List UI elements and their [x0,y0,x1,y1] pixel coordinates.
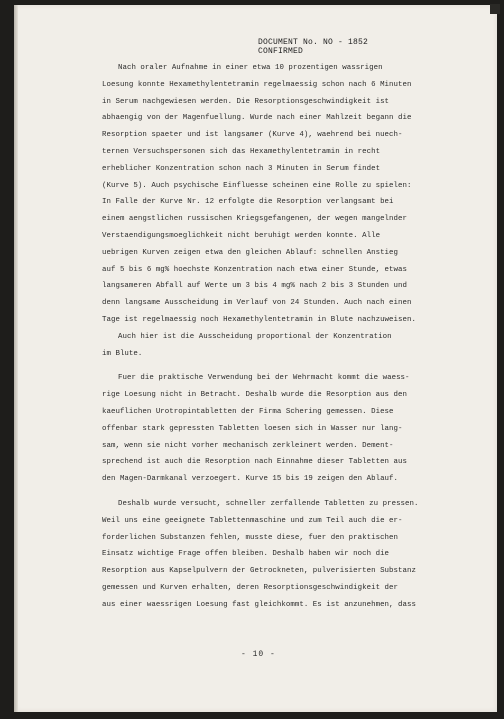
text-line: Verstaendigungsmoeglichkeit nicht beruhigt werden konnte. Alle [102,231,381,240]
text-line: ternen Versuchspersonen sich das Hexamethylentetramin in recht [102,147,381,156]
text-line: offenbar stark gepressten Tabletten loesen sich in Wasser nur lang- [102,424,403,433]
text-line: Resorption spaeter und ist langsamer (Kurve 4), waehrend bei nuech- [102,131,403,140]
text-line: denn langsame Ausscheidung im Verlauf von 24 Stunden. Auch nach einen [102,299,412,308]
text-line: abhaengig von der Magenfuellung. Wurde nach einer Mahlzeit begann die [102,114,412,123]
text-line: auf 5 bis 6 mg% hoechste Konzentration nach etwa einer Stunde, etwas [102,265,407,274]
text-line: gemessen und Kurven erhalten, deren Resorptionsgeschwindigkeit der [102,583,399,592]
paragraph-gap [102,488,482,496]
text-line: Nach oraler Aufnahme in einer etwa 10 prozentigen wassrigen [118,64,383,72]
page-number: - 10 - [241,650,276,659]
text-line: in Serum nachgewiesen werden. Die Resorptionsgeschwindigkeit ist [102,97,390,106]
text-line: sprechend ist auch die Resorption nach Einnahme dieser Tabletten aus [102,458,407,467]
document-number: DOCUMENT No. NO - 1852 [258,38,369,47]
text-line: Resorption aus Kapselpulvern der Getrockneten, pulverisierten Substanz [102,567,416,576]
text-line: Deshalb wurde versucht, schneller zerfallende Tabletten zu pressen. [118,499,419,508]
text-line: forderlichen Substanzen fehlen, musste diese, fuer den praktischen [102,533,399,542]
text-line: rige Loesung nicht in Betracht. Deshalb wurde die Resorption aus den [102,391,407,400]
text-line: einem aengstlichen russischen Kriegsgefangenen, der wegen mangelnder [102,215,407,224]
text-line: Auch hier ist die Ausscheidung proportional der Konzentration [118,332,392,341]
text-line: den Magen-Darmkanal verzoegert. Kurve 15 bis 19 zeigen den Ablauf. [102,475,399,484]
text-line: sam, wenn sie nicht vorher mechanisch zerkleinert werden. Dement- [102,441,394,450]
text-line: kaeuflichen Urotropintabletten der Firma Schering gemessen. Diese [102,407,394,416]
text-line: langsameren Abfall auf Werte um 3 bis 4 mg% nach 2 bis 3 Stunden und [102,282,407,291]
binding-edge [14,5,18,712]
text-line: erheblicher Konzentration schon nach 3 Minuten in Serum findet [102,164,381,173]
text-line: Einsatz wichtige Frage offen bleiben. Deshalb haben wir noch die [102,550,390,559]
text-line: (Kurve 5). Auch psychische Einfluesse scheinen eine Rolle zu spielen: [102,181,412,190]
text-line: uebrigen Kurven zeigen etwa den gleichen Ablauf: schnellen Anstieg [102,248,399,257]
text-line: Loesung konnte Hexamethylentetramin regelmaessig schon nach 6 Minuten [102,80,412,89]
classification-stamp: CONFIRMED [258,47,304,56]
text-line: In Falle der Kurve Nr. 12 erfolgte die Resorption verlangsamt bei [102,198,394,207]
text-line: im Blute. [102,349,143,358]
paragraph-gap [102,362,482,370]
corner-mark [490,4,500,14]
document-header [258,38,368,56]
text-line: Fuer die praktische Verwendung bei der Wehrmacht kommt die waess- [118,374,410,383]
text-line: Tage ist regelmaessig noch Hexamethylentetramin in Blute nachzuweisen. [102,315,416,324]
text-line: Weil uns eine geeignete Tablettenmaschine und zum Teil auch die er- [102,516,403,525]
text-line: aus einer waessrigen Loesung fast gleichkommt. Es ist anzunehmen, dass [102,600,416,609]
document-body [102,60,482,614]
